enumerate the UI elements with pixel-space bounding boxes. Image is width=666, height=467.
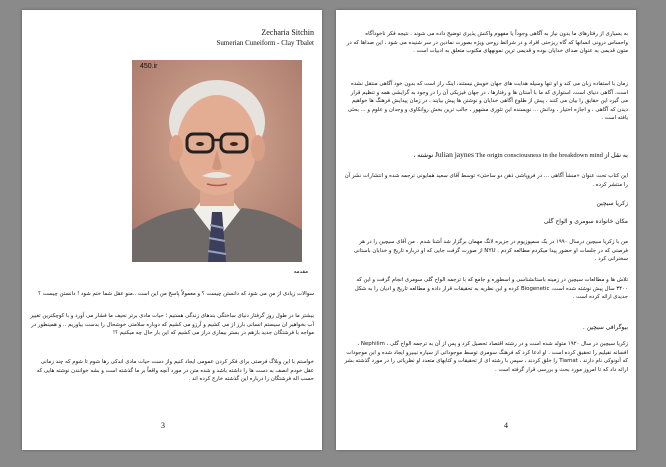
reference-label: به نقل از bbox=[604, 152, 628, 159]
subheading: مکان خانواده سومری و الواح گلی bbox=[543, 218, 628, 225]
header-subtitle: Sumerian Cuneiform - Clay Tbalet bbox=[216, 39, 314, 47]
paragraph: خواستم با این وبلاگ فرصتی برای فکر کردن عمومی ایجاد کنیم واز دست حیات مادی اندکی رها شوم تا شوم که چند زمانی عقل خودم انصف به دست ها را داشته باشد و شده متن در مورد آنچه واقعاً بر ما گذشته است و بشه خوانندن نوشته هایی که حسب اله فرشتگان را درباره این گذشته خارج کرده اند . bbox=[36, 359, 314, 383]
document-page-right bbox=[336, 10, 636, 450]
reference-line bbox=[344, 150, 628, 160]
subheading: زکریا سیچین bbox=[596, 200, 628, 207]
paragraph: به بسیاری از رفتارهای ما بدون نیاز به آگاهی وجوداً یا مفهوم واکنش پذیری توضیح داده می شوند . نتیجه فکر ناخودآگاه واحساس درونی انسانها که گاه ریزحتی افراد و در شرائط روحی ویژه بصورت نمادین در سر شنیده می شود ، این صداها که در متون قدیمی به عنوان صدای خدایان بوده و قدیمی ترین نمونههای مکتوب متعلق به ادبیات است . bbox=[346, 31, 628, 55]
paragraph: بیشتر ما در طول روز گرفتار دنیای ساختگی بندهای زندگی هستیم ؛ حیات مادی برتر نحیف ما فشار می آورد و با کوچکترین تغییر آب بخواهیر ان سیستم انسانی بارز از می کشیم و آرزو می کشیم که دوباره سلامتی خوشحال را بدست بیاوریم .. و همینطور در مواجه با فرشتگان جدید بازهم در بستر بیماری دراز می کشیم که این بار حال چه میکنیم ؟! bbox=[30, 313, 314, 337]
subheading: بیوگرافی سیچین . bbox=[582, 324, 628, 331]
paragraph: زمان با استفاده زبان می کند و او تنها وسیله هدایت های جهان خویش نیستند، اینک راز است که بدون خود آگاهی منتقل نشده است، آگاهی دنیای است، استواری که ما با آستان ها و رفتارها ، در جهان فیزیکی آن را در وجود به گرایشی همه و تنظیم قرار می گیرد این حقایق را بیان می کنند ، پیش از طلوع آگاهی خدایان و نوشتن ها پیش بیایند ، در زمان پیدایش فرهنگ ها خواهیم دیدن که آگاهی ، و اجازه اختیار ، ودانش ... نویسنده این تئوری مشهور ، جالب ترین بخش روانکاوی و وجدان و علوم و ... بحثی یافته است . bbox=[347, 81, 628, 122]
paragraph: سوالات زیادی از من می شود که دانستن چیست ؟ و معمولاً پاسخ من این است ..منو عقل شما ختم شود ! دانستن چیست ؟ bbox=[38, 291, 314, 297]
document-page-left bbox=[22, 10, 322, 450]
reference-author: Julian jaynes bbox=[434, 150, 474, 159]
reference-tail: نوشته ، bbox=[413, 152, 434, 159]
section-label: مقدمه bbox=[293, 269, 308, 275]
page-number: 4 bbox=[504, 421, 508, 430]
page-number: 3 bbox=[161, 421, 165, 430]
paragraph: من با زکریا سیچین درسال ۱۹۹۰ در یک سمپوزیوم در جزیره لانگ مهمان برگزار شد آشنا شدم . من آقای سیچین را در هر فرصتی که در جلسات او حضور پیدا میکردم مطالعه کردم . NYU از صورت گرفت جایی که او درباره تاریخ و خدایان باستانی سخنرانی کرد . bbox=[353, 239, 628, 263]
reference-title: The origin consciousness in the breakdown mind bbox=[475, 152, 603, 159]
paragraph: تلاش ها و مطالعات سیچین در زمینه باستانشناسی و اسطوره و جامع که با ترجمه الواح گلی سومری انجام گرفت و این که ۳۴۰۰ سال پیش نوشته شده است، Biogenetic کرده و این نظریه به تحقیقات قرار داده و مطالعه تاریخ و ادیان را به شکل جدیدی ارائه کرده است . bbox=[354, 277, 628, 301]
header-author-name: Zecharia Sitchin bbox=[261, 28, 314, 37]
author-portrait-photo bbox=[132, 60, 302, 262]
paragraph: این کتاب تحت عنوان «منشأ آگاهی ... در فروپاشی ذهن دو ساحتی» توسط آقای سعید همایونی ترجمه شده و انتشارات نشر آن را منتشر کرده . bbox=[344, 173, 628, 188]
paragraph: زکریا سیچین در سال ۱۹۲۰ متولد شده است و در رشته اقتصاد تحصیل کرد و پس از آن به ترجمه الواح گلی ، Nephilim ، افسانه نفیلیم را تحقیق کرده است . او ادعا کرد که فرهنگ سومری توسط موجوداتی از سیاره نیبیرو ایجاد شده و این موجودات که آنونوکی نام دارند ، Tiamat را خلق کردند ، سپس با رشته ای از تحقیقات و کتابهای متعدد او نظریاتی را در مورد گذشته بشر ارائه داد که تا امروز مورد بحث و بررسی قرار گرفته است . bbox=[344, 341, 628, 373]
site-watermark-tag: 450.ir bbox=[140, 63, 158, 70]
